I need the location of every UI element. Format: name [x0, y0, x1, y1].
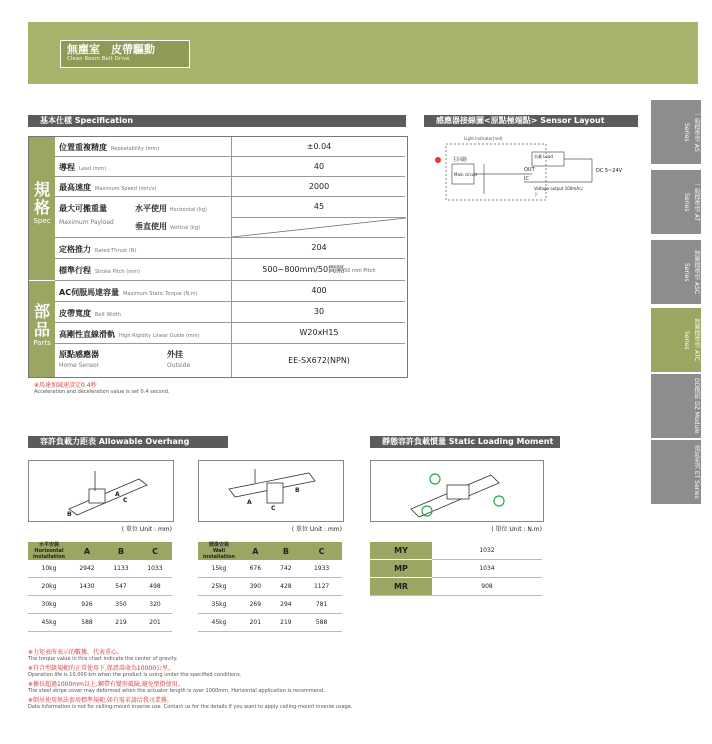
parts-row [55, 281, 405, 302]
sidebar-tab-dz[interactable] [651, 374, 701, 438]
horizontal-overhang-diagram [28, 460, 174, 522]
table-row: 30kg 926 350 320 [28, 596, 172, 614]
parts-row [55, 323, 405, 344]
table-row: 45kg 588 219 201 [28, 614, 172, 632]
voltage-output-label: Voltage output 100mA以下 [534, 186, 584, 197]
horizontal-diagram-svg [29, 461, 173, 521]
static-unit: ( 單位 Unit : N.m) [491, 526, 542, 533]
parts-row-label: AC伺服馬達容量 Maximum Static Torque (N.m) [59, 288, 198, 297]
home-sensor-sub: 外挂 [167, 350, 183, 359]
spec-row-label: 位置重複精度 Repeatability (mm) [59, 143, 160, 152]
table-row: 10kg 2942 1133 1033 [28, 560, 172, 578]
static-diagram-svg [371, 461, 543, 521]
sidebar-tab-label: DD模組 DZ Module [693, 378, 700, 434]
label-a: A [115, 491, 120, 498]
payload-label-en: Maximum Payload [59, 219, 114, 226]
payload-label: 最大可搬重量 [59, 204, 107, 213]
label-c: C [271, 505, 276, 512]
table-row: MP 1034 [370, 560, 542, 578]
spec-row-label: 最高速度 Maximum Speed (mm/s) [59, 183, 157, 192]
home-sensor-label: 原點感應器 [59, 350, 99, 359]
spec-row-value: ±0.04 [231, 137, 406, 156]
sidebar-tab-label: 一般標準型 AS Series [683, 112, 700, 152]
spec-category-en: Spec [33, 217, 51, 225]
parts-category-en: Parts [33, 339, 51, 347]
sensor-section-header: 感應器接線圖<原點極端點> Sensor Layout [424, 115, 638, 127]
vertical-na-slash [232, 218, 406, 237]
sidebar-tab-atc[interactable] [651, 308, 701, 372]
footnotes [28, 650, 358, 710]
vertical-label: 垂直使用 Vertical (kg) [135, 222, 201, 231]
spec-note-zh: ※馬達加減速設定0.4秒 [34, 382, 97, 389]
vertical-value [231, 218, 406, 237]
wall-overhang-table [198, 542, 342, 632]
sidebar-tab-at[interactable] [651, 170, 701, 234]
sidebar-tab-as[interactable] [651, 100, 701, 164]
wall-header: 壁掛安裝 Wall installation [198, 542, 240, 560]
spec-section-header: 基本仕樣 Specification [28, 115, 406, 127]
load-label: 負載 Load [534, 154, 553, 159]
label-b: B [295, 487, 300, 494]
main-circuit-en: Main circuit [454, 172, 478, 177]
spec-row [55, 157, 405, 177]
title-sub: Clean Room Belt Drive [67, 56, 130, 62]
footnote-item: ※擴長超過1000mm以上,鋼帶有變形風險,避免壁掛使用。 The steel stripe cover may deformed when the actuator length is over 1000mm. Horizontal application is recommend. [28, 681, 325, 694]
col-header: A [70, 542, 104, 560]
spec-row-value: 40 [231, 157, 406, 176]
home-sensor-row [55, 344, 405, 377]
overhang-section-header: 容許負載力距表 Allowable Overhang [28, 436, 228, 448]
spec-row [55, 177, 405, 197]
horizontal-overhang-table [28, 542, 172, 632]
col-header: C [301, 542, 342, 560]
table-row: 35kg 269 294 781 [198, 596, 342, 614]
parts-row-value: W20xH15 [231, 323, 406, 343]
main-circuit-label: 主回路 [452, 157, 468, 163]
spec-row [55, 238, 405, 259]
sidebar-tab-label: 電缸系列 ET Series [693, 445, 700, 499]
horizontal-value: 45 [231, 197, 406, 218]
spec-row-value: 500~800mm/50間隔50 mm Pitch [231, 259, 406, 280]
col-header: C [138, 542, 172, 560]
spec-row [55, 259, 405, 281]
static-moment-table [370, 542, 542, 596]
light-indicator-label: Light Indicator(red) [464, 136, 503, 141]
home-sensor-value: EE-SX672(NPN) [231, 344, 406, 377]
horizontal-label: 水平使用 Horizontal (kg) [135, 204, 207, 213]
payload-row [55, 197, 405, 238]
col-header: B [271, 542, 302, 560]
sidebar-tab-et[interactable] [651, 440, 701, 504]
ic-label: IC [524, 176, 529, 182]
wall-diagram-svg [199, 461, 343, 521]
static-section-header: 靜態容許負載慣量 Static Loading Moment [370, 436, 560, 448]
footnote-item: ※倒吊使用無法套用標準規範,如有需求請洽我司業務。 Data information is not for ceiling-mount inverse use. Contact us for the details if you want to apply ceiling-mount inverse usage. [28, 697, 353, 710]
footnote-item: ※力矩表所表示的數據，代表重心。 The torque value in this chart indicate the center of gravity. [28, 649, 178, 662]
col-header: B [104, 542, 138, 560]
label-c: C [123, 497, 128, 504]
table-row: 45kg 201 219 588 [198, 614, 342, 632]
parts-category [29, 281, 55, 377]
spec-row-label: 標準行程 Stroke Pitch (mm) [59, 266, 140, 275]
parts-category-zh: 部品 [33, 302, 50, 339]
label-a: A [247, 499, 252, 506]
sidebar-tab-label: 無塵標準型 ASC Series [683, 249, 700, 294]
spec-row [55, 137, 405, 157]
spec-note [34, 383, 404, 395]
parts-row-label: 皮帶寬度 Belt Width [59, 309, 121, 318]
table-row: MR 908 [370, 578, 542, 596]
spec-note-en: Acceleration and deceleration value is set 0.4 second. [34, 389, 170, 395]
table-row: 15kg 676 742 1933 [198, 560, 342, 578]
sidebar-tab-asc[interactable] [651, 240, 701, 304]
horizontal-header: 水平安裝 Horizontal installation [28, 542, 70, 560]
out-label: OUT [524, 167, 535, 173]
page-title [60, 40, 190, 68]
dc-label: DC 5~24V [596, 168, 623, 174]
home-sensor-label-en: Home Sensor [59, 362, 100, 369]
home-sensor-sub-en: Outside [167, 362, 191, 369]
parts-row-label: 高剛性直線滑軌 High Rigidity Linear Guide (mm) [59, 330, 200, 339]
spec-row-value: 204 [231, 238, 406, 258]
footnote-item: ※符合型錄規範的正常使用下,保證壽命為10000公里。 Operation life is 10,000 km when the product is using under the specified conditions. [28, 665, 242, 678]
spec-row-label: 定格推力 Rated Thrust (N) [59, 245, 137, 254]
title-main: 無塵室 皮帶驅動 [67, 43, 155, 56]
sidebar-tab-label: 一般標準型 AT Series [683, 182, 700, 222]
table-row: 20kg 1430 547 498 [28, 578, 172, 596]
wall-overhang-diagram [198, 460, 344, 522]
label-b: B [67, 511, 72, 518]
parts-row-value: 400 [231, 281, 406, 301]
table-row: 25kg 390 428 1127 [198, 578, 342, 596]
horizontal-unit: ( 單位 Unit : mm) [121, 526, 172, 533]
spec-table [28, 136, 408, 378]
col-header: A [240, 542, 271, 560]
spec-row-value: 2000 [231, 177, 406, 196]
table-row: MY 1032 [370, 542, 542, 560]
spec-row-label: 導程 Lead (mm) [59, 163, 107, 172]
spec-category [29, 137, 55, 280]
sensor-wiring-diagram [424, 134, 638, 210]
static-moment-diagram [370, 460, 544, 522]
wall-unit: ( 單位 Unit : mm) [291, 526, 342, 533]
parts-row-value: 30 [231, 302, 406, 322]
sidebar-tab-label: 無塵標準型 ATC Series [683, 318, 700, 362]
parts-row [55, 302, 405, 323]
spec-category-zh: 規格 [33, 180, 50, 217]
